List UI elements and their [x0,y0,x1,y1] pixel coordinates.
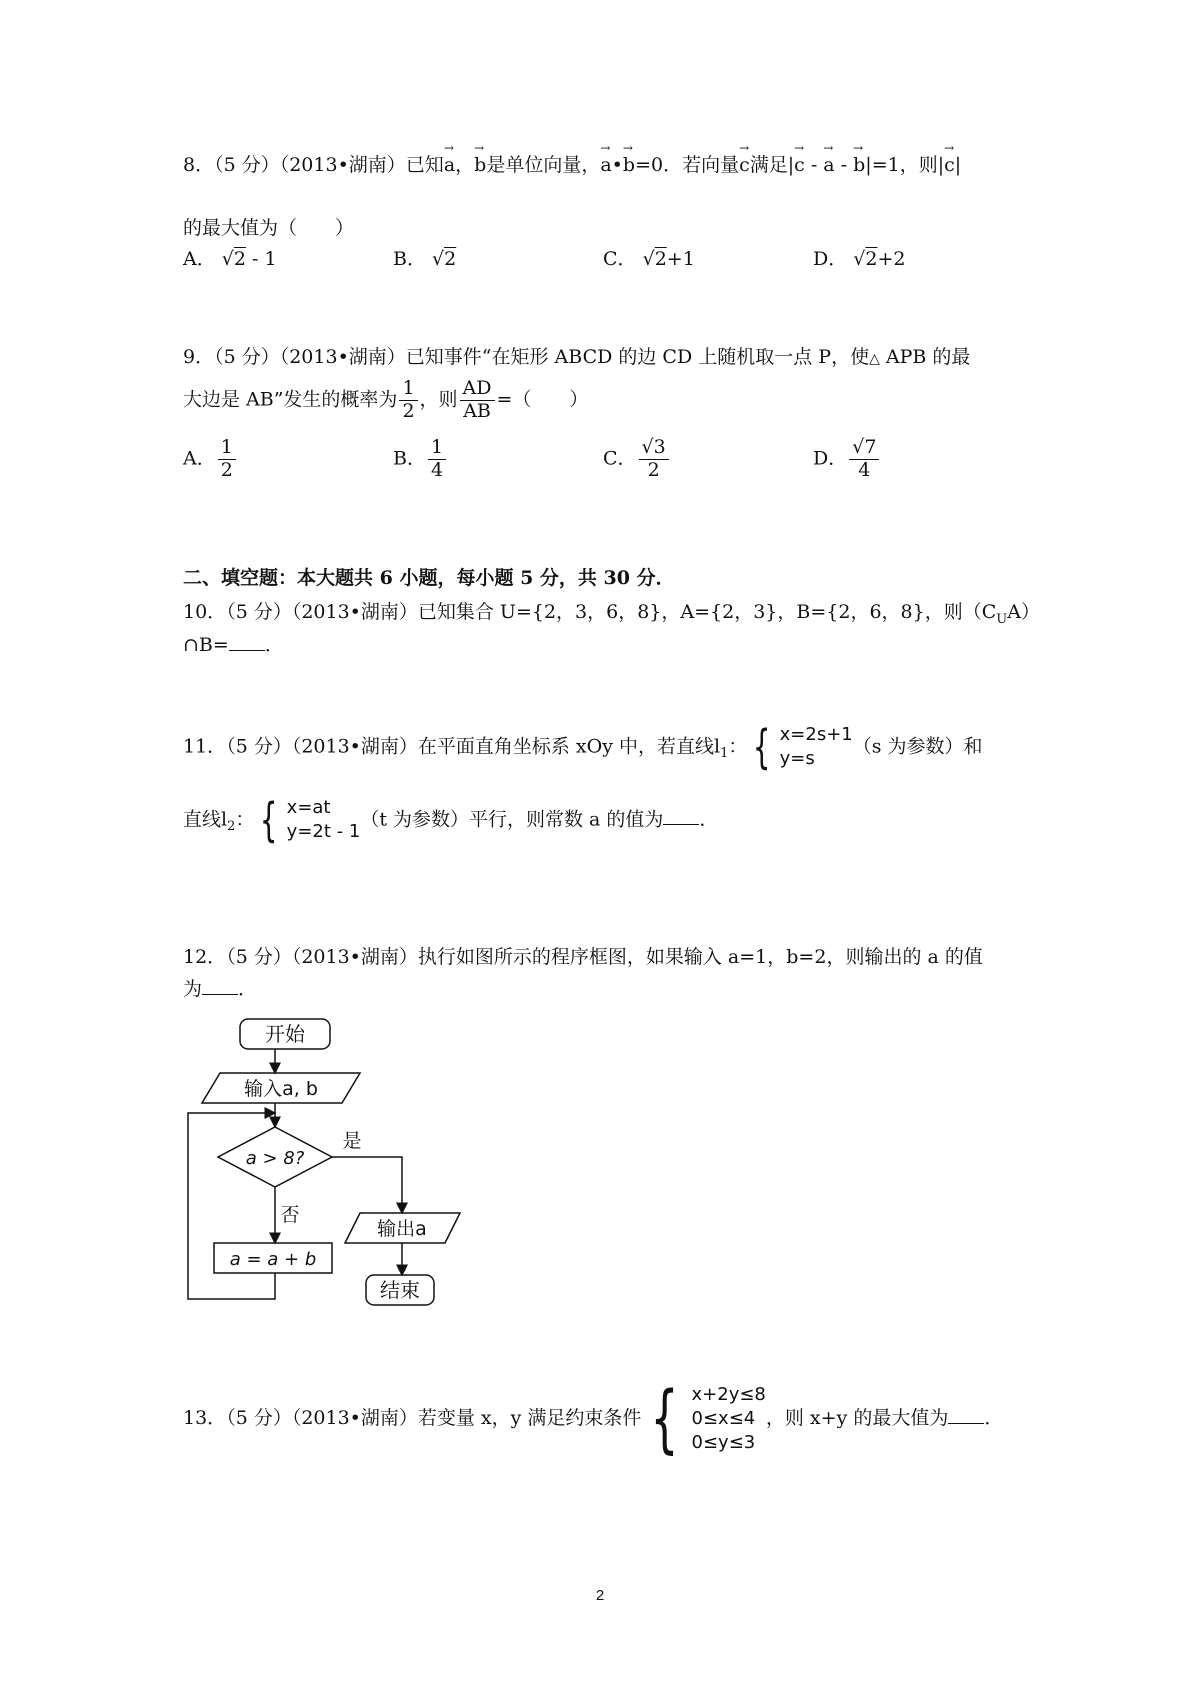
q12-line2: 为 ． [183,978,258,1000]
output-label: 输出a [377,1218,427,1240]
q8-line1: 8．（5 分）（2013•湖南）已知→ a，→ b是单位向量，→ a•→ b=0．若向量→ c满足|→ c - → a - → b|=1，则|→ c| [183,150,961,177]
q10-line2: ∩B= ． [183,634,284,656]
q10-line1: 10．（5 分）（2013•湖南）已知集合 U={2，3，6，8}，A={2，3}，B={2，6，8}，则$(C_UA)$ [183,601,1040,627]
q8-option-d: D． √2+2 [813,248,906,270]
q8-option-a: A． √2 - 1 [183,248,277,270]
q11-line2: 直线$l_2$： { x=at y=2t - 1 （t 为参数）平行，则常数 a 的值为 ． [183,793,719,848]
q13-line: 13．（5 分）（2013•湖南）若变量 x，y 满足约束条件 { x+2y≤8 0≤x≤4 0≤y≤3 ，则 x+y 的最大值为 ． [183,1376,1004,1462]
fraction-half: $\frac{1}{2}$ [399,378,417,423]
q9-option-d: D． $\frac{√7}{4}$ [813,437,881,482]
q8-option-c: C． √2+1 [603,248,695,270]
input-label: 输入a, b [244,1078,318,1100]
constraint-system: { x+2y≤8 0≤x≤4 0≤y≤3 [650,1376,766,1462]
vector-c: → c [739,154,750,176]
answer-blank [202,980,238,995]
flowchart [180,1015,480,1315]
vector-a: → a [444,154,455,176]
q9-option-b: B． $\frac{1}{4}$ [393,437,448,482]
end-label: 结束 [380,1278,420,1302]
assign-label: a = a + b [229,1249,317,1270]
condition-label: a > 8? [245,1148,305,1169]
fraction-ad-ab: $\frac{AD}{AB}$ [460,378,495,423]
no-label: 否 [280,1204,300,1226]
start-label: 开始 [265,1022,305,1046]
answer-blank [229,636,265,651]
q9-line1: 9．（5 分）（2013•湖南）已知事件“在矩形 ABCD 的边 CD 上随机取一点 P，使△ APB 的最 [183,346,971,368]
triangle-symbol: △ [869,351,880,367]
q9-option-c: C． $\frac{√3}{2}$ [603,437,671,482]
q12-line1: 12．（5 分）（2013•湖南）执行如图所示的程序框图，如果输入 a=1，b=2，则输出的 a 的值 [183,946,983,968]
section-heading: 二、填空题：本大题共 6 小题，每小题 5 分，共 30 分． [183,567,675,589]
q9-line2: 大边是 AB”发生的概率为 $\frac{1}{2}$ ，则 $\frac{AD}{AB}$ =（ ） [183,377,589,422]
q11-line1: 11．（5 分）（2013•湖南）在平面直角坐标系 xOy 中，若直线$l_1$： { x=2s+1 y=s （s 为参数）和 [183,720,983,775]
answer-blank [948,1409,984,1424]
answer-blank [663,810,699,825]
q8-line2: 的最大值为（ ） [183,217,355,239]
system-line2: { x=at y=2t - 1 [260,793,361,848]
page-number: 2 [595,1587,605,1604]
system-line1: { x=2s+1 y=s [753,720,853,775]
yes-label: 是 [342,1130,362,1152]
q8-option-b: B． √2 [393,248,457,270]
q9-option-a: A． $\frac{1}{2}$ [183,437,238,482]
vector-b: → b [474,154,486,176]
